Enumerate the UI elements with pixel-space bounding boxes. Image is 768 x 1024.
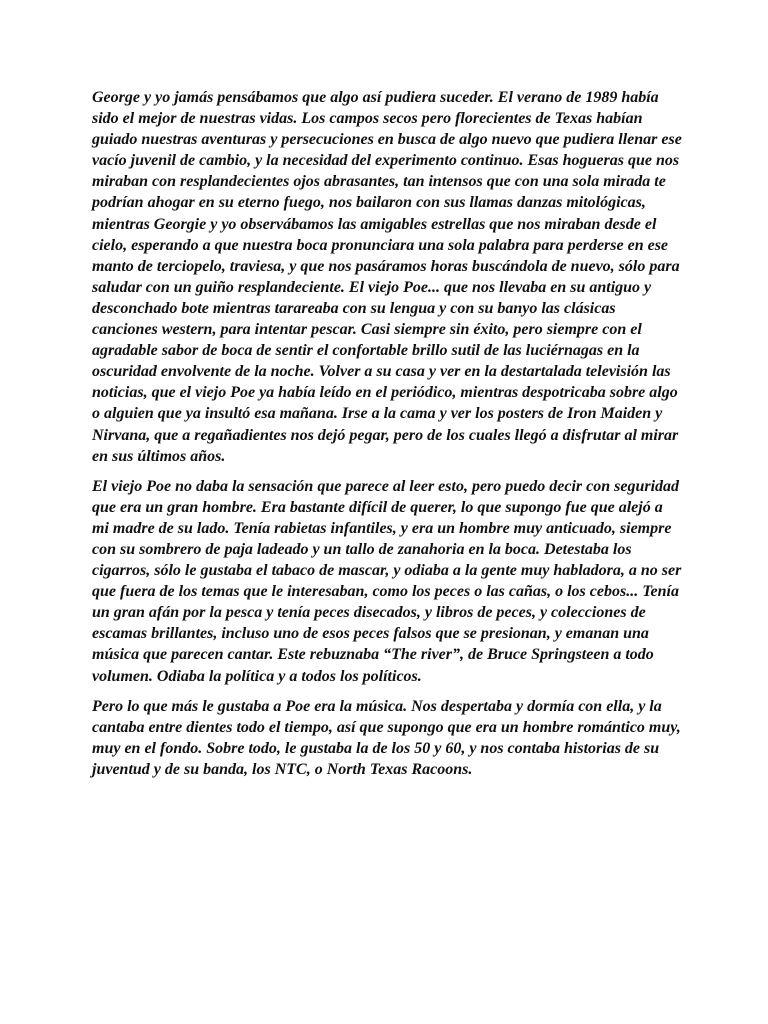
paragraph-poe-music: Pero lo que más le gustaba a Poe era la música. Nos despertaba y dormía con ella, y la cantaba entre dientes todo el tiempo, así que supongo que era un hombre romántico muy, muy en el fondo. Sobre todo, le gustaba la de los 50 y 60, y nos contaba historias de su juventud y de su banda, los NTC, o North Texas Racoons.	[92, 697, 681, 778]
document-body	[92, 87, 682, 789]
paragraph-old-poe: El viejo Poe no daba la sensación que parece al leer esto, pero puedo decir con seguridad que era un gran hombre. Era bastante difícil de querer, lo que supongo fue que alejó a mi madre de su lado. Tenía rabietas infantiles, y era un hombre muy anticuado, siempre con su sombrero de paja ladeado y un tallo de zanahoria en la boca. Detestaba los cigarros, sólo le gustaba el tabaco de mascar, y odiaba a la gente muy habladora, a no ser que fuera de los temas que le interesaban, como los peces o las cañas, o los cebos... Tenía un gran afán por la pesca y tenía peces disecados, y libros de peces, y colecciones de escamas brillantes, incluso uno de esos peces falsos que se presionan, y emanan una música que parecen cantar. Este rebuznaba “The river”, de Bruce Springsteen a todo volumen. Odiaba la política y a todos los políticos.	[92, 477, 682, 685]
paragraph-summer-1989: George y yo jamás pensábamos que algo así pudiera suceder. El verano de 1989 había sido el mejor de nuestras vidas. Los campos secos pero florecientes de Texas habían guiado nuestras aventuras y persecuciones en busca de algo nuevo que pudiera llenar ese vacío juvenil de cambio, y la necesidad del experimento continuo. Esas hogueras que nos miraban con resplandecientes ojos abrasantes, tan intensos que con una sola mirada te podrían ahogar en su eterno fuego, nos bailaron con sus llamas danzas mitológicas, mientras Georgie y yo observábamos las amigables estrellas que nos miraban desde el cielo, esperando a que nuestra boca pronunciara una sola palabra para perderse en ese manto de terciopelo, traviesa, y que nos pasáramos horas buscándola de nuevo, sólo para saludar con un guiño resplandeciente. El viejo Poe... que nos llevaba en su antiguo y desconchado bote mientras tarareaba con su lengua y con su banyo las clásicas canciones western, para intentar pescar. Casi siempre sin éxito, pero siempre con el agradable sabor de boca de sentir el confortable brillo sutil de las luciérnagas en la oscuridad envolvente de la noche. Volver a su casa y ver en la destartalada televisión las noticias, que el viejo Poe ya había leído en el periódico, mientras despotricaba sobre algo o alguien que ya insultó esa mañana. Irse a la cama y ver los posters de Iron Maiden y Nirvana, que a regañadientes nos dejó pegar, pero de los cuales llegó a disfrutar al mirar en sus últimos años.	[92, 89, 682, 465]
